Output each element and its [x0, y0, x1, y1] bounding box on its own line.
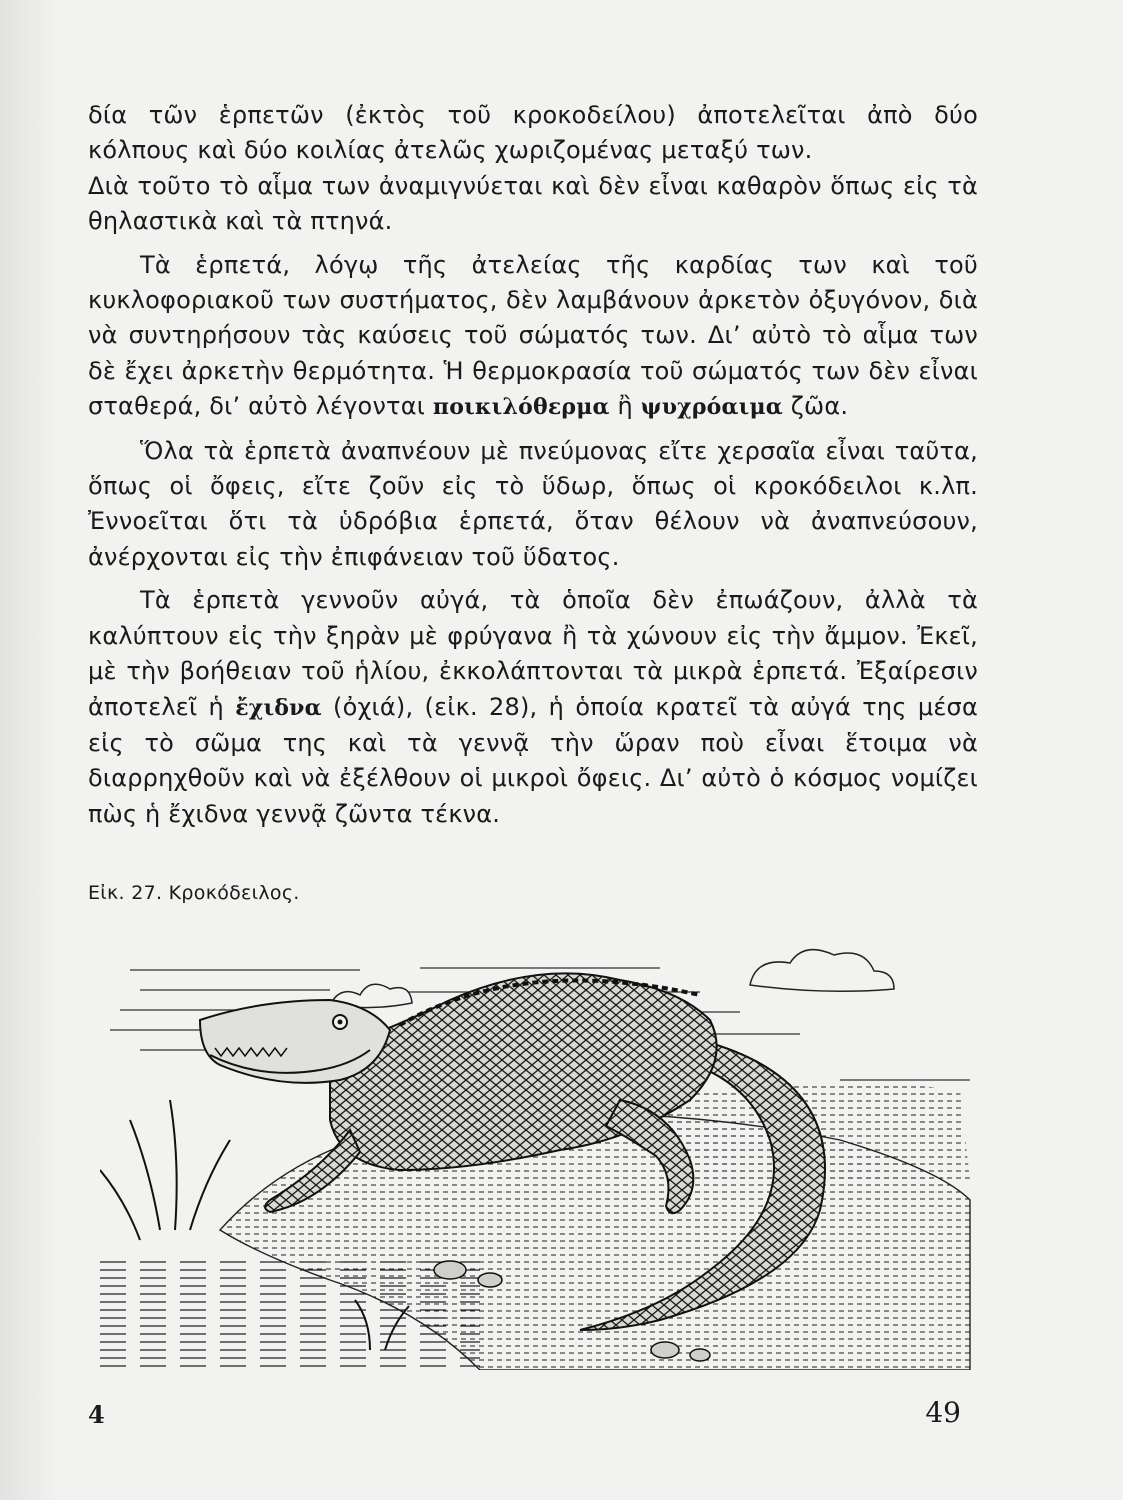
- body-text: [88, 98, 978, 832]
- term-psychroaima: ψυχρόαιμα: [640, 394, 783, 421]
- page-edge-shadow: [0, 0, 60, 1500]
- figure-caption: Εἰκ. 27. Κροκόδειλος.: [88, 882, 300, 904]
- paragraph-4: Ὅλα τὰ ἑρπετὰ ἀναπνέουν μὲ πνεύμονας εἴτε χερσαῖα εἶναι ταῦτα, ὅπως οἱ ὄφεις, εἴτε ζοῦν εἰς τὸ ὕδωρ, ὅπως οἱ κροκόδειλοι κ.λπ. Ἐννοεῖται ὅτι τὰ ὑδρόβια ἑρπετά, ὅταν θέλουν νὰ ἀναπνεύσουν, ἀνέρχονται εἰς τὴν ἐπιφάνειαν τοῦ ὕδατος.: [88, 436, 978, 571]
- paragraph-2: Διὰ τοῦτο τὸ αἷμα των ἀναμιγνύεται καὶ δὲν εἶναι καθαρὸν ὅπως εἰς τὰ θηλαστικὰ καὶ τὰ πτηνά.: [88, 171, 978, 236]
- paragraph-3: [88, 248, 978, 426]
- water: [100, 1260, 480, 1370]
- cloud-right: [750, 950, 894, 992]
- crocodile-illustration: [100, 930, 980, 1370]
- crocodile-head: [200, 1000, 390, 1083]
- conjunction-or: ἢ: [617, 392, 633, 421]
- paragraph-5: [88, 583, 978, 832]
- paragraph-3-text: Τὰ ἑρπετά, λόγῳ τῆς ἀτελείας τῆς καρδίας των καὶ τοῦ κυκλοφοριακοῦ των συστήματος, δὲν λαμβάνουν ἀρκετὸν ὀξυγόνον, διὰ νὰ συντηρήσουν τὰς καύσεις τοῦ σώματός των. Δι’ αὐτὸ τὸ αἷμα των δὲ ἔχει ἀρκετὴν θερμότητα. Ἡ θερμοκρασία τοῦ σώματός των δὲν εἶναι σταθερά, δι’ αὐτὸ λέγονται: [88, 250, 978, 421]
- crocodile-pupil: [338, 1020, 343, 1025]
- crocodile-drawing: [100, 930, 980, 1370]
- paragraph-5-continued: (ὀχιά), (εἰκ. 28), ἡ ὁποία κρατεῖ τὰ αὐγά της μέσα εἰς τὸ σῶμα της καὶ τὰ γεννᾷ τὴν ὥραν ποὺ εἶναι ἕτοιμα νὰ διαρρηχθοῦν καὶ νὰ ἐξέλθουν οἱ μικροὶ ὄφεις. Δι’ αὐτὸ ὁ κόσμος νομίζει πὼς ἡ ἔχιδνα γεννᾷ ζῶντα τέκνα.: [88, 692, 978, 828]
- term-echidna: ἔχιδνα: [235, 694, 322, 721]
- paragraph-1: δία τῶν ἑρπετῶν (ἐκτὸς τοῦ κροκοδείλου) ἀποτελεῖται ἀπὸ δύο κόλπους καὶ δύο κοιλίας ἀτελῶς χωριζομένας μεταξύ των.: [88, 101, 978, 165]
- term-poikilotherma: ποικιλόθερμα: [432, 394, 610, 421]
- page-number: 49: [925, 1396, 961, 1429]
- word-zoa: ζῶα.: [790, 392, 849, 421]
- paragraph-5-text: Τὰ ἑρπετὰ γεννοῦν αὐγά, τὰ ὁποῖα δὲν ἐπωάζουν, ἀλλὰ τὰ καλύπτουν εἰς τὴν ξηρὰν μὲ φρύγανα ἢ τὰ χώνουν εἰς τὴν ἄμμον. Ἐκεῖ, μὲ τὴν βοήθειαν τοῦ ἡλίου, ἐκκολάπτονται τὰ μικρὰ ἑρπετά. Ἐξαίρεσιν ἀποτελεῖ ἡ: [88, 586, 978, 721]
- signature-mark: 4: [88, 1400, 105, 1429]
